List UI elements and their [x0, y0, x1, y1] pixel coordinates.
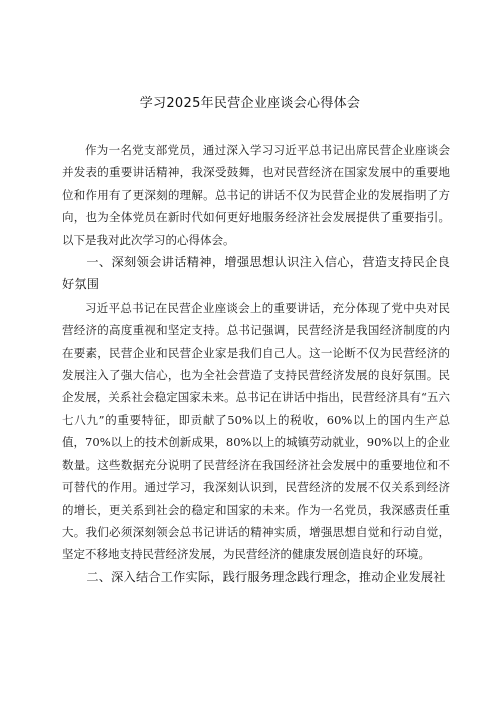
document-body	[62, 139, 450, 588]
section-1-paragraph: 习近平总书记在民营企业座谈会上的重要讲话，充分体现了党中央对民营经济的高度重视和坚定支持。总书记强调，民营经济是我国经济制度的内在要素，民营企业和民营企业家是我们自己人。这一论断不仅为民营经济的发展注入了强大信心，也为全社会营造了支持民营经济发展的良好氛围。民企发展，关系社会稳定国家未来。总书记在讲话中指出，民营经济具有“五六七八九”的重要特征，即贡献了50%以上的税收，60%以上的国内生产总值，70%以上的技术创新成果，80%以上的城镇劳动就业，90%以上的企业数量。这些数据充分说明了民营经济在我国经济社会发展中的重要地位和不可替代的作用。通过学习，我深刻认识到，民营经济的发展不仅关系到经济的增长，更关系到社会的稳定和国家的未来。作为一名党员，我深感责任重大。我们必须深刻领会总书记讲话的精神实质，增强思想自觉和行动自觉，坚定不移地支持民营经济发展，为民营经济的健康发展创造良好的环境。	[62, 300, 450, 562]
section-2-heading: 二、深入结合工作实际，践行服务理念践行理念，推动企业发展社	[86, 569, 446, 584]
intro-paragraph: 作为一名党支部党员，通过深入学习习近平总书记出席民营企业座谈会并发表的重要讲话精神，我深受鼓舞，也对民营经济在国家发展中的重要地位和作用有了更深刻的理解。总书记的讲话不仅为民营企业的发展指明了方向，也为全体党员在新时代如何更好地服务经济社会发展提供了重要指引。以下是我对此次学习的心得体会。	[62, 143, 450, 247]
document-title: 学习2025年民营企业座谈会心得体会	[139, 96, 361, 111]
section-1-heading: 一、深刻领会讲话精神，增强思想认识注入信心，营造支持民企良好氛围	[62, 255, 450, 292]
